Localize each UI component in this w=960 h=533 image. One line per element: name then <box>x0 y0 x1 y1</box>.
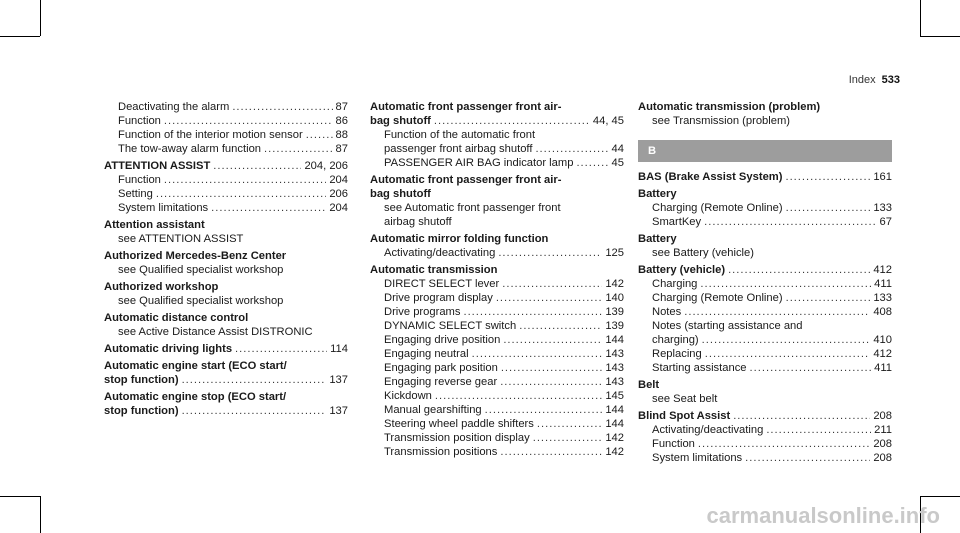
entry-text: stop function) <box>104 374 179 386</box>
index-entry <box>104 218 348 232</box>
entry-text: see Active Distance Assist DISTRONIC <box>118 326 313 338</box>
entry-text: Automatic driving lights <box>104 343 233 355</box>
leader-dots <box>533 431 603 445</box>
page-reference[interactable]: 211 <box>874 424 892 436</box>
page-reference[interactable]: 45 <box>611 157 624 169</box>
leader-dots <box>434 114 590 128</box>
entry-text: Drive program display <box>384 292 493 304</box>
index-entry[interactable] <box>638 263 892 277</box>
page-reference[interactable]: 144 <box>605 334 624 346</box>
entry-text: Automatic front passenger front air- <box>370 174 562 186</box>
entry-text: Activating/deactivating <box>652 424 764 436</box>
page-reference[interactable]: 143 <box>605 376 624 388</box>
index-entry[interactable] <box>104 342 348 356</box>
entry-text: Charging (Remote Online) <box>652 202 783 214</box>
entry-text: Deactivating the alarm <box>118 101 230 113</box>
entry-text: Automatic transmission <box>370 264 498 276</box>
leader-dots <box>728 263 870 277</box>
leader-dots <box>500 445 602 459</box>
entry-text: Automatic engine stop (ECO start/ <box>104 391 287 403</box>
entry-text: see Battery (vehicle) <box>652 247 754 259</box>
index-subentry <box>370 128 624 142</box>
page-reference[interactable]: 142 <box>605 432 624 444</box>
index-subentry[interactable] <box>638 361 892 375</box>
entry-text: Automatic distance control <box>104 312 249 324</box>
index-entry <box>370 263 624 277</box>
page-reference[interactable]: 208 <box>873 410 892 422</box>
entry-text: Transmission position display <box>384 432 530 444</box>
page-reference[interactable]: 142 <box>605 446 624 458</box>
entry-text: Drive programs <box>384 306 461 318</box>
entry-text: Replacing <box>652 348 702 360</box>
leader-dots <box>698 437 870 451</box>
index-subentry <box>370 201 624 215</box>
index-subentry[interactable] <box>370 347 624 361</box>
leader-dots <box>766 423 871 437</box>
index-subentry[interactable] <box>104 142 348 156</box>
leader-dots <box>435 389 602 403</box>
entry-text: see Automatic front passenger front <box>384 202 561 214</box>
entry-text: Automatic transmission (problem) <box>638 101 821 113</box>
page-reference[interactable]: 87 <box>335 101 348 113</box>
index-entry[interactable] <box>104 404 348 418</box>
index-subentry[interactable] <box>370 319 624 333</box>
page-reference[interactable]: 133 <box>873 292 892 304</box>
page-reference[interactable]: 142 <box>605 278 624 290</box>
index-subentry[interactable] <box>370 403 624 417</box>
index-subentry[interactable] <box>104 187 348 201</box>
page-reference[interactable]: 114 <box>330 343 348 355</box>
leader-dots <box>700 277 871 291</box>
crop-mark <box>40 0 41 36</box>
entry-text: Function of the interior motion sensor <box>118 129 303 141</box>
leader-dots <box>472 347 603 361</box>
page-reference[interactable]: 67 <box>879 216 892 228</box>
leader-dots <box>502 277 602 291</box>
leader-dots <box>213 159 301 173</box>
index-subentry[interactable] <box>638 305 892 319</box>
index-entry <box>104 390 348 404</box>
index-subentry[interactable] <box>370 142 624 156</box>
leader-dots <box>501 361 603 375</box>
entry-text: ATTENTION ASSIST <box>104 160 211 172</box>
index-subentry <box>638 319 892 333</box>
page-reference[interactable]: 208 <box>873 452 892 464</box>
entry-text: DYNAMIC SELECT switch <box>384 320 517 332</box>
index-column-3 <box>638 100 892 465</box>
entry-text: Blind Spot Assist <box>638 410 731 422</box>
entry-text: bag shutoff <box>370 188 431 200</box>
page-reference[interactable]: 143 <box>605 348 624 360</box>
page-reference[interactable]: 87 <box>335 143 348 155</box>
entry-text: Engaging park position <box>384 362 498 374</box>
page-reference[interactable]: 204, 206 <box>304 160 348 172</box>
index-subentry[interactable] <box>104 100 348 114</box>
index-subentry[interactable] <box>370 277 624 291</box>
index-entry <box>104 249 348 263</box>
leader-dots <box>750 361 872 375</box>
index-subentry[interactable] <box>370 246 624 260</box>
index-entry <box>638 378 892 392</box>
index-subentry[interactable] <box>370 445 624 459</box>
entry-text: see Qualified specialist workshop <box>118 295 284 307</box>
crop-mark <box>0 496 40 497</box>
entry-text: see ATTENTION ASSIST <box>118 233 244 245</box>
index-subentry[interactable] <box>638 291 892 305</box>
page-reference[interactable]: 161 <box>873 171 892 183</box>
leader-dots <box>156 187 326 201</box>
index-subentry <box>638 114 892 128</box>
leader-dots <box>576 156 608 170</box>
entry-text: The tow-away alarm function <box>118 143 262 155</box>
entry-text: System limitations <box>652 452 743 464</box>
entry-text: Authorized Mercedes-Benz Center <box>104 250 287 262</box>
index-entry[interactable] <box>104 373 348 387</box>
leader-dots <box>498 246 602 260</box>
entry-text: Battery (vehicle) <box>638 264 726 276</box>
page-reference[interactable]: 139 <box>605 320 624 332</box>
page-reference[interactable]: 44, 45 <box>592 115 624 127</box>
entry-text: Attention assistant <box>104 219 205 231</box>
entry-text: PASSENGER AIR BAG indicator lamp <box>384 157 574 169</box>
page-reference[interactable]: 143 <box>605 362 624 374</box>
index-subentry <box>638 392 892 406</box>
watermark: carmanualsonline.info <box>706 503 940 528</box>
entry-text: see Seat belt <box>652 393 718 405</box>
index-entry <box>638 232 892 246</box>
index-entry <box>370 187 624 201</box>
index-subentry[interactable] <box>104 201 348 215</box>
leader-dots <box>519 319 602 333</box>
page-reference[interactable]: 140 <box>605 292 624 304</box>
entry-text: see Transmission (problem) <box>652 115 791 127</box>
index-subentry[interactable] <box>370 305 624 319</box>
index-entry <box>104 359 348 373</box>
leader-dots <box>704 215 876 229</box>
entry-text: Steering wheel paddle shifters <box>384 418 534 430</box>
entry-text: Battery <box>638 233 677 245</box>
page-reference[interactable]: 204 <box>329 202 348 214</box>
entry-text: Function <box>118 174 161 186</box>
index-subentry[interactable] <box>104 114 348 128</box>
entry-text: Authorized workshop <box>104 281 219 293</box>
crop-mark <box>40 496 41 533</box>
entry-text: Battery <box>638 188 677 200</box>
leader-dots <box>733 409 870 423</box>
entry-text: SmartKey <box>652 216 702 228</box>
page-reference[interactable]: 412 <box>873 348 892 360</box>
index-entry[interactable] <box>370 114 624 128</box>
leader-dots <box>702 333 871 347</box>
leader-dots <box>684 305 870 319</box>
index-subentry[interactable] <box>370 156 624 170</box>
index-entry <box>638 187 892 201</box>
entry-text: Activating/deactivating <box>384 247 496 259</box>
section-header: B <box>638 140 892 162</box>
section-title: Index <box>848 74 876 86</box>
entry-text: stop function) <box>104 405 179 417</box>
leader-dots <box>705 347 871 361</box>
leader-dots <box>496 291 603 305</box>
crop-mark <box>920 36 960 37</box>
leader-dots <box>182 373 327 387</box>
index-subentry[interactable] <box>370 389 624 403</box>
page-reference[interactable]: 125 <box>605 247 624 259</box>
index-subentry[interactable] <box>370 431 624 445</box>
index-subentry <box>370 215 624 229</box>
leader-dots <box>164 173 326 187</box>
leader-dots <box>463 305 602 319</box>
index-subentry <box>104 263 348 277</box>
entry-text: Transmission positions <box>384 446 498 458</box>
entry-text: Notes (starting assistance and <box>652 320 803 332</box>
page-reference[interactable]: 139 <box>605 306 624 318</box>
page-reference[interactable]: 144 <box>605 418 624 430</box>
entry-text: Engaging drive position <box>384 334 501 346</box>
page-reference[interactable]: 412 <box>873 264 892 276</box>
entry-text: Starting assistance <box>652 362 747 374</box>
page-header <box>849 74 900 86</box>
entry-text: Belt <box>638 379 660 391</box>
index-entry <box>370 100 624 114</box>
leader-dots <box>164 114 333 128</box>
index-subentry[interactable] <box>370 417 624 431</box>
entry-text: Engaging reverse gear <box>384 376 498 388</box>
entry-text: Charging (Remote Online) <box>652 292 783 304</box>
index-subentry[interactable] <box>370 375 624 389</box>
leader-dots <box>537 417 602 431</box>
entry-text: Automatic mirror folding function <box>370 233 549 245</box>
page-reference[interactable]: 133 <box>873 202 892 214</box>
entry-text: Engaging neutral <box>384 348 469 360</box>
leader-dots <box>786 201 871 215</box>
entry-text: BAS (Brake Assist System) <box>638 171 783 183</box>
index-subentry[interactable] <box>638 201 892 215</box>
entry-text: DIRECT SELECT lever <box>384 278 500 290</box>
page-reference[interactable]: 411 <box>874 278 892 290</box>
page-reference[interactable]: 144 <box>605 404 624 416</box>
index-entry <box>370 173 624 187</box>
index-subentry <box>104 294 348 308</box>
crop-mark <box>0 36 40 37</box>
page-reference[interactable]: 410 <box>873 334 892 346</box>
entry-text: Manual gearshifting <box>384 404 482 416</box>
leader-dots <box>232 100 332 114</box>
crop-mark <box>920 496 960 497</box>
index-subentry[interactable] <box>638 347 892 361</box>
entry-text: Setting <box>118 188 153 200</box>
leader-dots <box>500 375 602 389</box>
page-reference[interactable]: 44 <box>611 143 624 155</box>
index-subentry[interactable] <box>370 291 624 305</box>
index-subentry <box>104 325 348 339</box>
page-reference[interactable]: 137 <box>329 374 348 386</box>
leader-dots <box>485 403 603 417</box>
page-reference[interactable]: 411 <box>874 362 892 374</box>
entry-text: Charging <box>652 278 698 290</box>
entry-text: see Qualified specialist workshop <box>118 264 284 276</box>
index-subentry[interactable] <box>370 333 624 347</box>
index-entry <box>104 311 348 325</box>
index-subentry[interactable] <box>638 277 892 291</box>
leader-dots <box>306 128 333 142</box>
entry-text: passenger front airbag shutoff <box>384 143 533 155</box>
leader-dots <box>786 291 871 305</box>
leader-dots <box>745 451 870 465</box>
entry-text: Notes <box>652 306 682 318</box>
leader-dots <box>503 333 602 347</box>
page-reference[interactable]: 145 <box>605 390 624 402</box>
index-subentry[interactable] <box>638 423 892 437</box>
index-column-2 <box>370 100 624 459</box>
entry-text: bag shutoff <box>370 115 431 127</box>
leader-dots <box>182 404 327 418</box>
leader-dots <box>211 201 326 215</box>
leader-dots <box>785 170 870 184</box>
entry-text: Function of the automatic front <box>384 129 536 141</box>
entry-text: Automatic front passenger front air- <box>370 101 562 113</box>
crop-mark <box>920 0 921 36</box>
index-subentry <box>104 232 348 246</box>
leader-dots <box>264 142 333 156</box>
index-subentry[interactable] <box>104 128 348 142</box>
entry-text: Automatic engine start (ECO start/ <box>104 360 287 372</box>
index-subentry[interactable] <box>104 173 348 187</box>
index-subentry[interactable] <box>638 333 892 347</box>
page-reference[interactable]: 86 <box>335 115 348 127</box>
page-reference[interactable]: 204 <box>329 174 348 186</box>
index-column-1 <box>104 100 348 418</box>
entry-text: Function <box>118 115 161 127</box>
entry-text: Function <box>652 438 695 450</box>
page-reference[interactable]: 137 <box>329 405 348 417</box>
page-reference[interactable]: 408 <box>873 306 892 318</box>
index-subentry <box>638 246 892 260</box>
index-entry <box>638 100 892 114</box>
entry-text: Kickdown <box>384 390 432 402</box>
leader-dots <box>535 142 608 156</box>
page-reference[interactable]: 206 <box>329 188 348 200</box>
index-entry[interactable] <box>638 170 892 184</box>
index-subentry[interactable] <box>638 451 892 465</box>
leader-dots <box>235 342 327 356</box>
index-subentry[interactable] <box>370 361 624 375</box>
index-entry[interactable] <box>104 159 348 173</box>
index-entry <box>104 280 348 294</box>
page-number: 533 <box>881 74 900 86</box>
index-subentry[interactable] <box>638 215 892 229</box>
page-reference[interactable]: 208 <box>873 438 892 450</box>
page-reference[interactable]: 88 <box>335 129 348 141</box>
entry-text: charging) <box>652 334 699 346</box>
index-subentry[interactable] <box>638 437 892 451</box>
entry-text: System limitations <box>118 202 209 214</box>
entry-text: airbag shutoff <box>384 216 452 228</box>
index-entry <box>370 232 624 246</box>
index-entry[interactable] <box>638 409 892 423</box>
